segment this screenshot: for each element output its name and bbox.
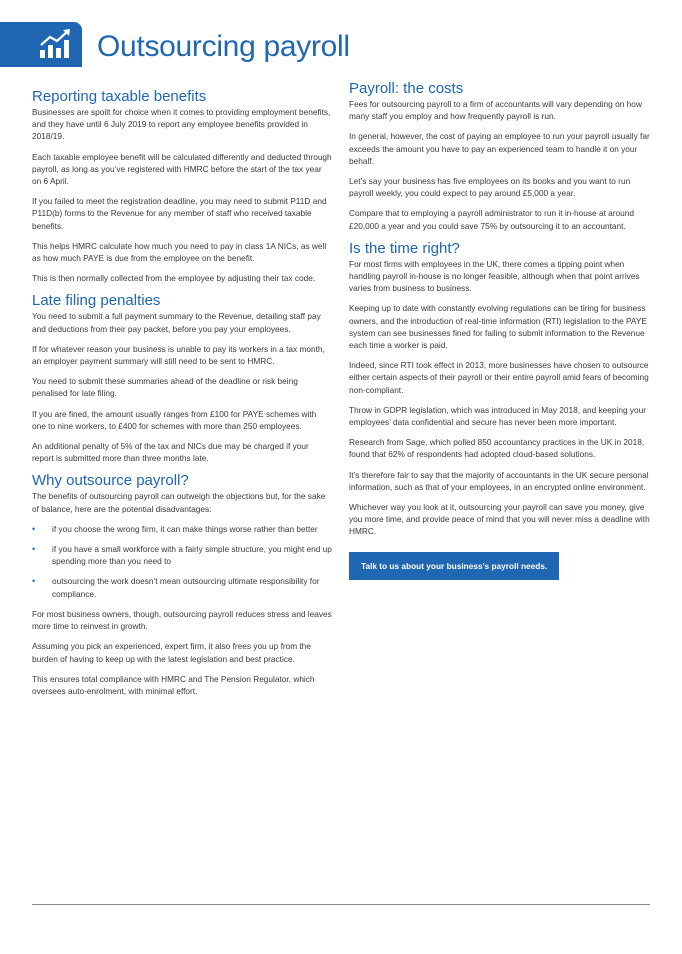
paragraph: You need to submit these summaries ahead of the deadline or risk being penalised for late filing. [32,376,298,399]
header-logo-box [0,22,82,67]
footer-divider [32,904,650,905]
paragraph: Assuming you pick an experienced, expert firm, it also frees you up from the burden of having to keep up with the latest legislation and best practice. [32,641,311,664]
paragraph: Indeed, since RTI took effect in 2013, more businesses have chosen to outsource either certain aspects of their payroll or their entire payroll amid fears of becoming non-compliant. [349,360,649,395]
disadvantages-list [32,523,332,600]
section-heading-why-outsource: Why outsource payroll? [32,472,189,490]
paragraph: Whichever way you look at it, outsourcing your payroll can save you money, give you more time, and provide peace of mind that you will never miss a deadline with HMRC. [349,502,650,537]
paragraph: This is then normally collected from the employee by adjusting their tax code. [32,273,316,284]
paragraph: An additional penalty of 5% of the tax and NICs due may be charged if your report is submitted more than three months late. [32,441,309,464]
bullet-icon: • [32,544,36,555]
paragraph: Businesses are spoilt for choice when it comes to providing employment benefits, and they have until 6 July 2019 to report any employee benefits provided in 2018/19. [32,107,331,142]
paragraph: If you failed to meet the registration deadline, you may need to submit P11D and P11D(b) forms to the Revenue for any member of staff who received taxable benefits. [32,196,327,231]
section-heading-late-filing: Late filing penalties [32,292,161,310]
paragraph: Fees for outsourcing payroll to a firm of accountants will vary depending on how many staff you employ and how frequently payroll is run. [349,99,642,122]
bullet-icon: • [32,523,36,534]
list-item: • outsourcing the work doesn’t mean outsourcing ultimate responsibility for compliance. [32,576,320,599]
chart-growth-icon [38,28,74,60]
bullet-icon: • [32,576,36,587]
list-item: • if you have a small workforce with a fairly simple structure, you might end up spending more than you need to [32,544,332,567]
paragraph: Compare that to employing a payroll administrator to run it in-house at around £20,000 a year and you could save 75% by outsourcing it to an accountant. [349,208,635,231]
paragraph: Research from Sage, which polled 850 accountancy practices in the UK in 2018, found that 62% of respondents had adopted cloud-based solutions. [349,437,645,460]
paragraph: If you are fined, the amount usually ranges from £100 for PAYE schemes with one to nine workers, to £400 for schemes with more than 250 employees. [32,408,317,431]
page-title: Outsourcing payroll [97,30,350,63]
paragraph: Let’s say your business has five employees on its books and you want to run payroll weekly, you could expect to pay around £5,000 a year. [349,176,631,199]
contact-cta-button[interactable]: Talk to us about your business’s payroll needs. [349,552,559,580]
section-heading-reporting: Reporting taxable benefits [32,88,207,105]
paragraph: Keeping up to date with constantly evolving regulations can be tiring for business owners, and the introduction of real-time information (RTI) legislation to the PAYE system can see businesses fined for failing to submit information to the Revenue each time a worker is paid. [349,303,647,351]
paragraph: For most firms with employees in the UK, there comes a tipping point when handling payroll in-house is no longer feasible, although when that point arrives varies from business to business. [349,258,640,294]
left-column [32,88,332,697]
paragraph: In general, however, the cost of paying an employee to run your payroll usually far exceeds the amount you have to pay an experienced team to handle it on your behalf. [349,131,650,166]
paragraph: Each taxable employee benefit will be calculated differently and deducted through payroll, as long as you’ve registered with HMRC before the start of the tax year on 6 April. [32,151,332,187]
section-heading-time-right: Is the time right? [349,239,460,257]
paragraph: This ensures total compliance with HMRC and The Pension Regulator, which oversees auto-enrolment, with minimal effort. [32,673,315,696]
list-item: • if you choose the wrong firm, it can make things worse rather than better [32,523,318,534]
right-column [349,80,651,580]
paragraph: This helps HMRC calculate how much you need to pay in class 1A NICs, as well as how much PAYE is due from the employee on the benefit. [32,240,327,264]
paragraph: You need to submit a full payment summary to the Revenue, detailing staff pay and deductions from their pay packet, before you pay your employees. [32,311,321,334]
paragraph: Throw in GDPR legislation, which was introduced in May 2018, and keeping your employees’ data confidential and secure has never been more important. [349,404,646,428]
paragraph: It’s therefore fair to say that the majority of accountants in the UK secure personal information, such as that of your employees, in an encrypted online environment. [349,469,649,492]
paragraph: If for whatever reason your business is unable to pay its workers in a tax month, an employer payment summary will still need to be sent to HMRC. [32,343,325,367]
section-heading-costs: Payroll: the costs [349,80,464,97]
paragraph: The benefits of outsourcing payroll can outweigh the objections but, for the sake of balance, here are the potential disadvantages: [32,491,326,514]
paragraph: For most business owners, though, outsourcing payroll reduces stress and leaves more time to reinvest in growth. [32,608,332,632]
